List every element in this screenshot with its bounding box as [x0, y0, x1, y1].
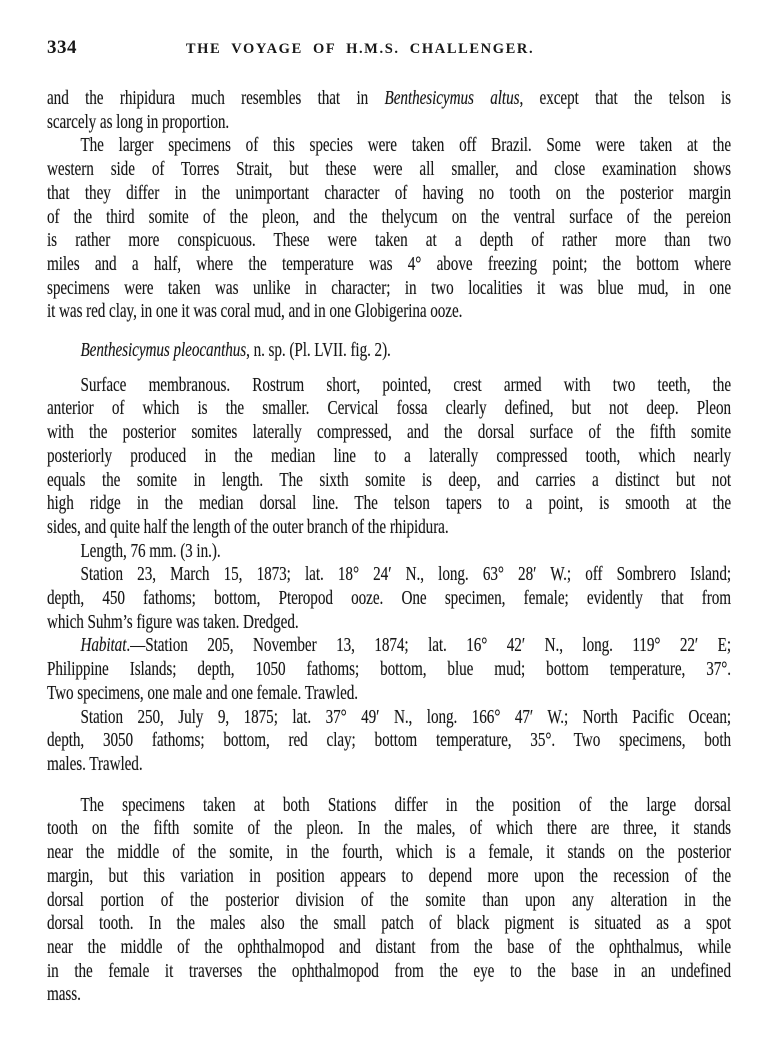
species-heading: [47, 339, 731, 363]
text-segment: tooth on the fifth somite of the pleon. In the males, of which there are three, it stands: [47, 817, 731, 840]
text-segment: anterior of which is the smaller. Cervical fossa clearly defined, but not deep. Pleon: [47, 397, 731, 420]
text-line: [47, 983, 731, 1007]
text-segment: in the female it traverses the ophthalmopod from the eye to the base in an undefined: [47, 959, 731, 982]
text-line: [47, 817, 731, 841]
italic-text-segment: Benthesicymus pleocanthus: [80, 339, 247, 362]
text-line: [47, 516, 731, 540]
text-segment: posteriorly produced in the median line to a laterally compressed tooth, which nearly: [47, 444, 731, 467]
text-line: [47, 374, 731, 398]
text-line: [47, 277, 731, 301]
page-number: 334: [47, 37, 77, 58]
para-discussion: [47, 794, 731, 1007]
text-segment: that they differ in the unimportant character of having no tooth on the posterior margin: [47, 181, 731, 204]
text-line: [47, 794, 731, 818]
text-line: [47, 865, 731, 889]
text-line: [47, 339, 731, 363]
text-line: [47, 936, 731, 960]
text-line: [47, 706, 731, 730]
para-rhipidura: [47, 87, 731, 134]
text-block: [47, 87, 731, 1007]
text-segment: Station 250, July 9, 1875; lat. 37° 49′ N., long. 166° 47′ W.; North Pacific Ocean;: [80, 705, 731, 728]
running-head: [47, 37, 731, 60]
text-segment: males. Trawled.: [47, 752, 143, 775]
text-line: [47, 682, 731, 706]
text-line: [47, 253, 731, 277]
text-segment: near the middle of the somite, in the fourth, which is a female, it stands on the posterior: [47, 841, 731, 864]
text-segment: dorsal tooth. In the males also the small patch of black pigment is situated as a spot: [47, 912, 731, 935]
text-line: [47, 469, 731, 493]
para-habitat-station-205: [47, 634, 731, 705]
text-segment: The larger specimens of this species were taken off Brazil. Some were taken at the: [80, 134, 731, 157]
text-line: [47, 300, 731, 324]
para-length: [47, 540, 731, 564]
text-segment: , except that the telson is: [519, 87, 731, 109]
text-segment: depth, 450 fathoms; bottom, Pteropod ooze. One specimen, female; evidently that from: [47, 587, 731, 610]
text-line: [47, 540, 731, 564]
text-line: [47, 421, 731, 445]
text-line: [47, 182, 731, 206]
text-line: [47, 889, 731, 913]
text-segment: is rather more conspicuous. These were taken at a depth of rather more than two: [47, 229, 731, 252]
text-line: [47, 729, 731, 753]
para-description: [47, 374, 731, 540]
text-segment: and the rhipidura much resembles that in: [47, 87, 385, 109]
text-line: [47, 634, 731, 658]
text-segment: margin, but this variation in position appears to depend more upon the recession of the: [47, 864, 731, 887]
text-segment: .—Station 205, November 13, 1874; lat. 16° 42′ N., long. 119° 22′ E;: [126, 634, 732, 657]
text-segment: , n. sp. (Pl. LVII. fig. 2).: [246, 339, 391, 362]
text-line: [47, 563, 731, 587]
text-segment: specimens were taken was unlike in character; in two localities it was blue mud, in one: [47, 276, 731, 299]
text-segment: Philippine Islands; depth, 1050 fathoms; bottom, blue mud; bottom temperature, 37°.: [47, 658, 731, 681]
text-segment: scarcely as long in proportion.: [47, 110, 230, 133]
text-line: [47, 753, 731, 777]
para-station-250: [47, 706, 731, 777]
text-segment: dorsal portion of the posterior division of the somite than upon any alteration in the: [47, 888, 731, 911]
text-line: [47, 206, 731, 230]
text-segment: Surface membranous. Rostrum short, pointed, crest armed with two teeth, the: [80, 373, 731, 396]
text-segment: which Suhm’s figure was taken. Dredged.: [47, 610, 299, 633]
text-column: [47, 87, 731, 1007]
text-line: [47, 111, 731, 135]
text-line: [47, 229, 731, 253]
text-segment: miles and a half, where the temperature was 4° above freezing point; the bottom where: [47, 252, 731, 275]
italic-text-segment: Habitat: [80, 634, 127, 657]
text-line: [47, 134, 731, 158]
text-line: [47, 912, 731, 936]
para-larger-specimens: [47, 134, 731, 324]
text-line: [47, 611, 731, 635]
text-segment: equals the somite in length. The sixth somite is deep, and carries a distinct but not: [47, 468, 731, 491]
text-segment: Station 23, March 15, 1873; lat. 18° 24′ N., long. 63° 28′ W.; off Sombrero Island;: [80, 563, 731, 586]
text-segment: depth, 3050 fathoms; bottom, red clay; bottom temperature, 35°. Two specimens, both: [47, 729, 731, 752]
text-segment: mass.: [47, 983, 81, 1006]
text-segment: western side of Torres Strait, but these were all smaller, and close examination shows: [47, 158, 731, 181]
text-segment: Length, 76 mm. (3 in.).: [80, 539, 221, 562]
running-title: THE VOYAGE OF H.M.S. CHALLENGER.: [185, 41, 535, 57]
text-segment: of the third somite of the pleon, and the thelycum on the ventral surface of the pereion: [47, 205, 731, 228]
text-line: [47, 492, 731, 516]
text-segment: it was red clay, in one it was coral mud, and in one Globigerina ooze.: [47, 300, 463, 323]
text-line: [47, 658, 731, 682]
text-segment: Two specimens, one male and one female. Trawled.: [47, 681, 359, 704]
text-line: [47, 158, 731, 182]
text-line: [47, 960, 731, 984]
text-line: [47, 445, 731, 469]
italic-text-segment: Benthesicymus altus: [384, 87, 520, 109]
text-segment: sides, and quite half the length of the outer branch of the rhipidura.: [47, 515, 449, 538]
text-line: [47, 841, 731, 865]
text-line: [47, 87, 731, 111]
text-segment: with the posterior somites laterally compressed, and the dorsal surface of the fifth somite: [47, 421, 731, 444]
text-segment: The specimens taken at both Stations differ in the position of the large dorsal: [80, 793, 731, 816]
text-line: [47, 397, 731, 421]
text-segment: near the middle of the ophthalmopod and distant from the base of the ophthalmus, while: [47, 935, 731, 958]
para-station-23: [47, 563, 731, 634]
text-line: [47, 587, 731, 611]
text-segment: high ridge in the median dorsal line. The telson tapers to a point, is smooth at the: [47, 492, 731, 515]
